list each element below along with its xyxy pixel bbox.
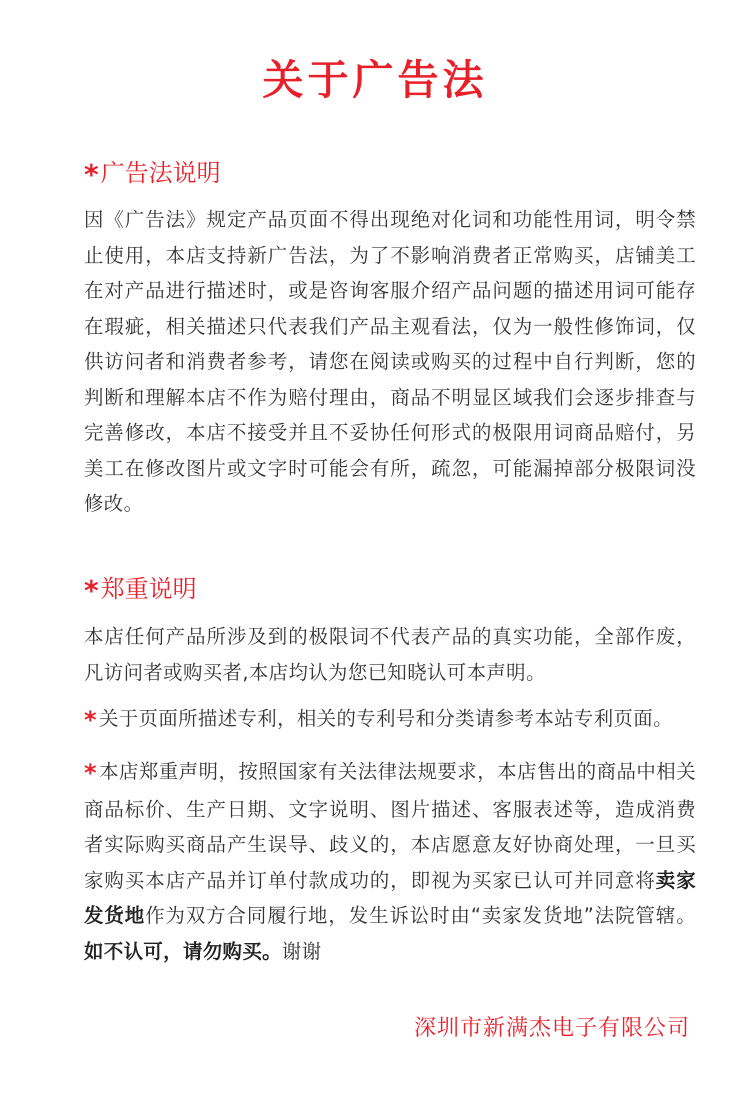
declaration-emphasis-do-not-buy: 如不认可，请勿购买。 [84,939,282,963]
star-icon: * [84,158,99,191]
star-icon: * [84,706,97,734]
page-title: 关于广告法 [262,56,488,104]
declaration-text-3: 谢谢 [281,939,322,963]
declaration-text-2: 作为双方合同履行地，发生诉讼时由“卖家发货地”法院管辖。 [145,904,696,927]
section-heading-ad-law [84,156,221,192]
patent-note [84,701,696,739]
ad-law-paragraph: 因《广告法》规定产品页面不得出现绝对化词和功能性用词，明令禁止使用，本店支持新广告法，为了不影响消费者正常购买，店铺美工在对产品进行描述时，或是咨询客服介绍产品问题的描述用词可能存在瑕疵，相关描述只代表我们产品主观看法，仅为一般性修饰词，仅供访问者和消费者参考，请您在阅读或购买的过程中自行判断，您的判断和理解本店不作为赔付理由，商品不明显区域我们会逐步排查与完善修改，本店不接受并且不妥协任何形式的极限用词商品赔付，另美工在修改图片或文字时可能会有所，疏忽，可能漏掉部分极限词没修改。 [84,208,696,515]
section-heading-label: 郑重说明 [100,575,197,603]
company-name: 深圳市新满杰电子有限公司 [413,1016,690,1041]
declaration-emphasis-seller-location: 卖家发货地 [84,868,696,927]
patent-note-text: 关于页面所描述专利，相关的专利号和分类请参考本站专利页面。 [98,707,673,730]
star-icon: * [84,759,97,787]
declaration-text-1: 本店郑重声明，按照国家有关法律法规要求，本店售出的商品中相关商品标价、生产日期、文字说明、图片描述、客服表述等，造成消费者实际购买商品产生误导、歧义的，本店愿意友好协商处理，一旦买家购买本店产品并订单付款成功的，即视为买家已认可并同意将 [84,760,696,892]
section-heading-solemn-statement [84,572,197,608]
section-heading-label: 广告法说明 [100,159,221,187]
star-icon: * [84,574,99,607]
solemn-statement-paragraph: 本店任何产品所涉及到的极限词不代表产品的真实功能，全部作废，凡访问者或购买者,本店均认为您已知晓认可本声明。 [84,625,696,684]
store-declaration [84,754,696,969]
